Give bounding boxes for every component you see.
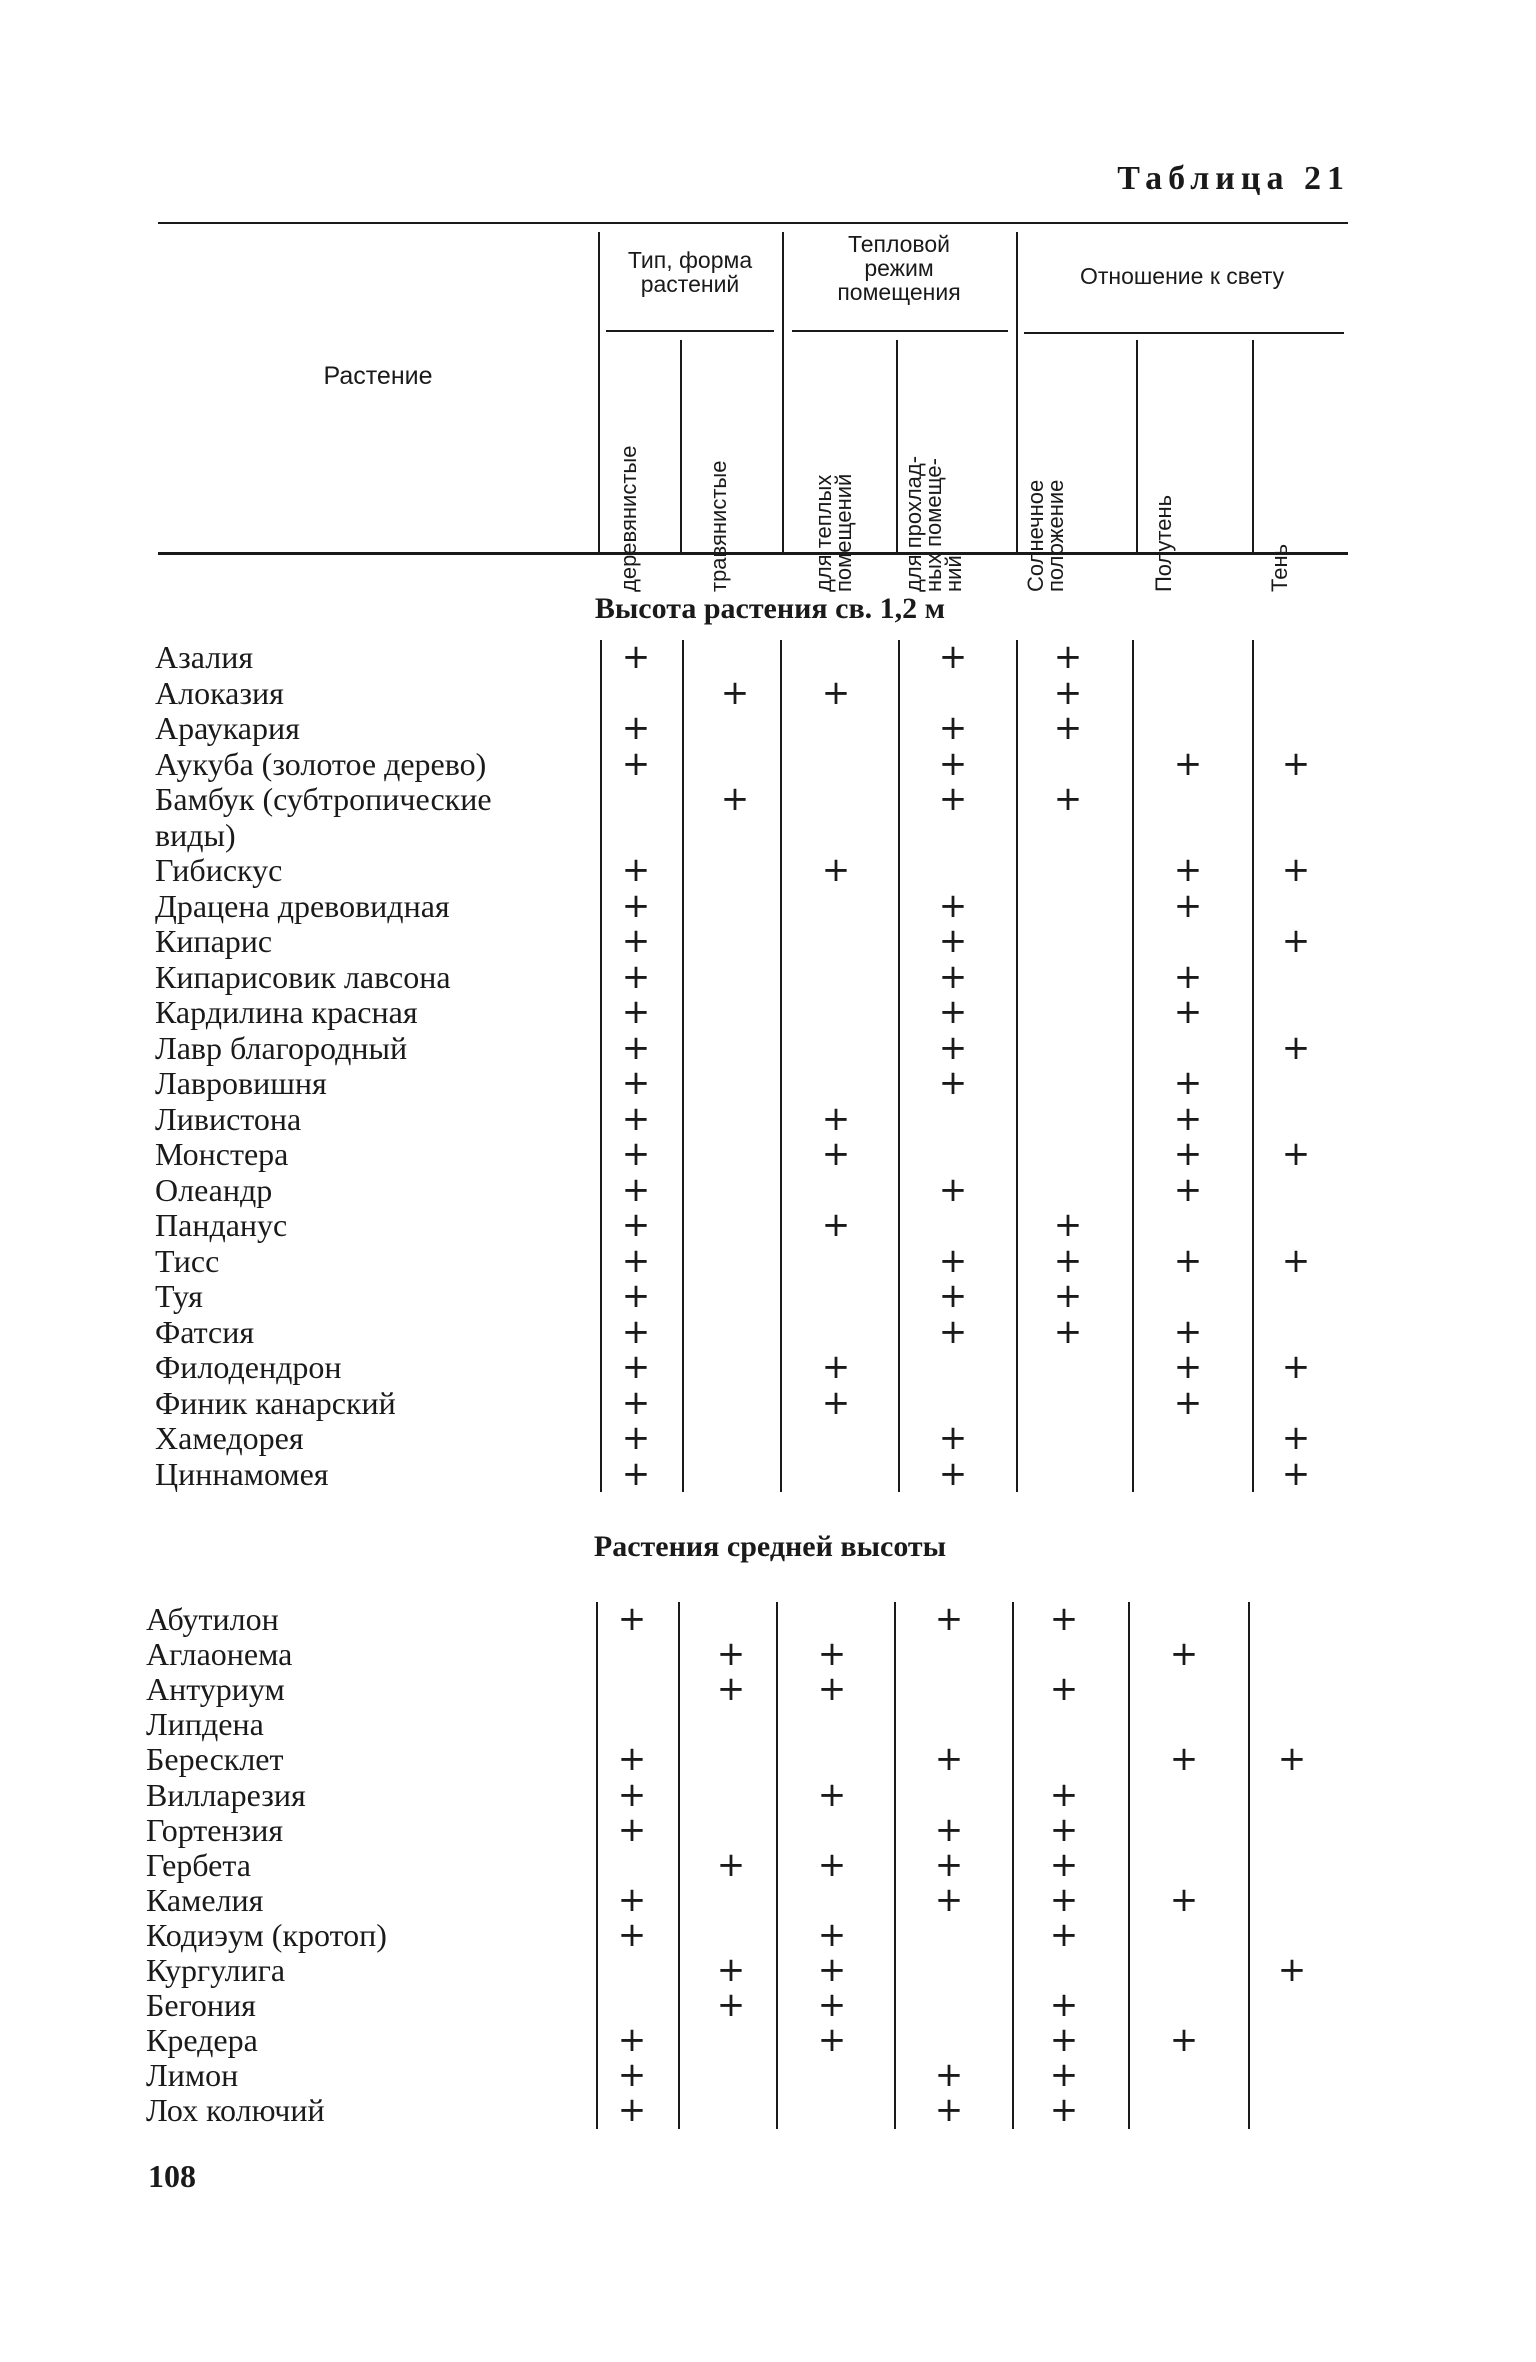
plant-name: Лавр благородный — [155, 1029, 408, 1066]
suitability-mark: + — [1173, 850, 1203, 890]
header-sunny: Солнечное положение — [1023, 479, 1068, 592]
table-caption: Таблица 21 — [1117, 160, 1350, 197]
plant-name: Кредера — [146, 2022, 258, 2059]
header-group-light: Отношение к свету — [1079, 263, 1285, 289]
plant-name: Кардилина красная — [155, 994, 418, 1030]
suitability-mark: + — [1277, 1739, 1307, 1780]
table-row — [0, 1347, 1536, 1387]
suitability-mark: + — [1049, 1914, 1079, 1955]
plant-name: Гортензия — [146, 1811, 284, 1848]
suitability-mark: + — [720, 672, 750, 713]
suitability-mark: + — [716, 1634, 746, 1675]
suitability-mark: + — [621, 1169, 651, 1210]
suitability-mark: + — [938, 708, 968, 748]
suitability-mark: + — [1281, 1240, 1311, 1281]
suitability-mark: + — [621, 743, 651, 784]
header-subdivider — [680, 340, 682, 554]
header-herbaceous: травянистые — [706, 460, 731, 592]
plant-name: Лимон — [146, 2057, 239, 2094]
table-row — [0, 743, 1536, 784]
suitability-mark: + — [621, 1276, 651, 1316]
suitability-mark: + — [934, 1809, 964, 1850]
suitability-mark: + — [1173, 1134, 1203, 1174]
table-row — [0, 1098, 1536, 1139]
suitability-mark: + — [621, 956, 651, 997]
suitability-mark: + — [1053, 637, 1083, 677]
suitability-mark: + — [938, 992, 968, 1032]
suitability-mark: + — [1281, 1134, 1311, 1174]
suitability-mark: + — [821, 1347, 851, 1387]
table-row — [0, 708, 1536, 748]
suitability-mark: + — [621, 1134, 651, 1174]
table-row — [0, 1453, 1536, 1494]
suitability-mark: + — [1053, 779, 1083, 819]
section-title-tall: Высота растения св. 1,2 м — [594, 592, 946, 625]
suitability-mark: + — [1169, 1879, 1199, 1920]
plant-name: Филодендрон — [155, 1349, 342, 1385]
table-row — [0, 1240, 1536, 1281]
suitability-mark: + — [617, 2020, 647, 2061]
header-group-type: Тип, форма растений — [627, 247, 753, 297]
suitability-mark: + — [617, 2090, 647, 2131]
page-number: 108 — [148, 2158, 196, 2194]
table-row — [0, 1879, 1536, 1920]
suitability-mark: + — [716, 1950, 746, 1990]
suitability-mark: + — [934, 1739, 964, 1780]
table-row — [0, 850, 1536, 890]
suitability-mark: + — [1173, 1063, 1203, 1103]
plant-name: Алоказия — [155, 674, 284, 711]
plant-name: Фатсия — [155, 1313, 255, 1350]
plant-name: Липдена — [146, 1706, 264, 1743]
suitability-mark: + — [817, 1669, 847, 1710]
suitability-mark: + — [1173, 1240, 1203, 1281]
suitability-mark: + — [617, 1879, 647, 1920]
suitability-mark: + — [817, 1914, 847, 1955]
suitability-mark: + — [1049, 1809, 1079, 1850]
suitability-mark: + — [1053, 1311, 1083, 1352]
suitability-mark: + — [621, 1063, 651, 1103]
table-row — [0, 1063, 1536, 1103]
suitability-mark: + — [1173, 956, 1203, 997]
suitability-mark: + — [1281, 850, 1311, 890]
suitability-mark: + — [938, 921, 968, 961]
table-row — [0, 885, 1536, 926]
table-row — [0, 1599, 1536, 1639]
suitability-mark: + — [621, 1098, 651, 1139]
header-subdivider — [1252, 340, 1254, 554]
suitability-mark: + — [621, 1311, 651, 1352]
plant-name: Лох колючий — [146, 2092, 325, 2129]
plant-name: Лавровишня — [155, 1065, 327, 1101]
suitability-mark: + — [621, 1027, 651, 1068]
suitability-mark: + — [621, 1240, 651, 1281]
suitability-mark: + — [716, 1669, 746, 1710]
suitability-mark: + — [938, 637, 968, 677]
plant-name: Антуриум — [146, 1671, 285, 1708]
plant-name: Хамедорея — [155, 1420, 304, 1456]
suitability-mark: + — [617, 1774, 647, 1815]
table-row — [0, 1844, 1536, 1885]
plant-name: Аглаонема — [146, 1636, 293, 1673]
plant-name: Циннамомея — [155, 1455, 329, 1492]
suitability-mark: + — [1173, 1347, 1203, 1387]
table-row — [0, 2020, 1536, 2061]
suitability-mark: + — [934, 1844, 964, 1885]
table-row — [0, 1669, 1536, 1710]
section-medium-rows — [0, 1599, 1536, 2131]
suitability-mark: + — [934, 1599, 964, 1639]
plant-name: Туя — [155, 1278, 203, 1314]
suitability-mark: + — [821, 1098, 851, 1139]
suitability-mark: + — [938, 779, 968, 819]
section-title-medium: Растения средней высоты — [593, 1530, 947, 1563]
suitability-mark: + — [938, 1276, 968, 1316]
table-row — [0, 1134, 1536, 1174]
suitability-mark: + — [1049, 1599, 1079, 1639]
suitability-mark: + — [1281, 1453, 1311, 1494]
suitability-mark: + — [621, 1418, 651, 1458]
plant-name: Кодиэум (кротоп) — [146, 1916, 387, 1953]
suitability-mark: + — [1281, 921, 1311, 961]
suitability-mark: + — [621, 637, 651, 677]
table-row — [0, 1276, 1536, 1316]
table-row — [0, 1169, 1536, 1210]
table-row — [0, 2090, 1536, 2131]
table-row — [0, 1914, 1536, 1955]
plant-name: Бамбук (субтропические — [155, 781, 492, 817]
suitability-mark: + — [621, 1382, 651, 1423]
table-row — [0, 1382, 1536, 1423]
suitability-mark: + — [938, 1453, 968, 1494]
table-row — [0, 1027, 1536, 1068]
table-row — [0, 1205, 1536, 1245]
header-cool-rooms: для прохлад- ных помеще- ний — [901, 455, 966, 592]
plant-name: Ливистона — [155, 1100, 302, 1137]
header-group-thermal: Тепловой режим помещения — [837, 231, 961, 305]
suitability-mark: + — [1049, 2020, 1079, 2061]
plant-name: виды) — [155, 816, 236, 853]
plant-name: Монстера — [155, 1136, 289, 1172]
suitability-mark: + — [621, 885, 651, 926]
suitability-mark: + — [817, 1844, 847, 1885]
suitability-mark: + — [817, 1985, 847, 2026]
suitability-mark: + — [621, 1347, 651, 1387]
suitability-mark: + — [1049, 2055, 1079, 2096]
suitability-mark: + — [1281, 743, 1311, 784]
table-row — [0, 1418, 1536, 1458]
suitability-mark: + — [1049, 1844, 1079, 1885]
suitability-mark: + — [621, 1205, 651, 1245]
suitability-mark: + — [1169, 1739, 1199, 1780]
suitability-mark: + — [617, 1809, 647, 1850]
suitability-mark: + — [621, 992, 651, 1032]
suitability-mark: + — [938, 1240, 968, 1281]
plant-name: Бересклет — [146, 1741, 284, 1778]
header-shade: Тень — [1267, 543, 1292, 592]
plant-name: Кипарис — [155, 923, 273, 959]
suitability-mark: + — [1049, 1985, 1079, 2026]
plant-name: Камелия — [146, 1881, 264, 1918]
suitability-mark: + — [821, 850, 851, 890]
suitability-mark: + — [817, 1634, 847, 1675]
suitability-mark: + — [1173, 1098, 1203, 1139]
header-warm-rooms: для теплых помещений — [811, 473, 856, 592]
table-row — [0, 1809, 1536, 1850]
header-half-shade: Полутень — [1151, 494, 1176, 592]
header-plant: Растение — [323, 362, 433, 390]
table-row — [0, 1739, 1536, 1780]
suitability-mark: + — [821, 672, 851, 713]
table-row — [0, 1950, 1536, 1990]
suitability-mark: + — [1053, 708, 1083, 748]
suitability-mark: + — [817, 2020, 847, 2061]
suitability-mark: + — [1173, 885, 1203, 926]
suitability-mark: + — [821, 1134, 851, 1174]
suitability-mark: + — [1281, 1418, 1311, 1458]
suitability-mark: + — [1281, 1027, 1311, 1068]
suitability-mark: + — [938, 1027, 968, 1068]
suitability-mark: + — [1169, 1634, 1199, 1675]
suitability-mark: + — [1173, 1311, 1203, 1352]
suitability-mark: + — [1049, 1774, 1079, 1815]
table-row — [0, 921, 1536, 961]
table-row — [0, 1985, 1536, 2026]
header-subdivider — [896, 340, 898, 554]
plant-name: Абутилон — [146, 1601, 279, 1637]
suitability-mark: + — [1053, 1240, 1083, 1281]
suitability-mark: + — [1173, 1382, 1203, 1423]
suitability-mark: + — [1049, 1669, 1079, 1710]
suitability-mark: + — [1277, 1950, 1307, 1990]
suitability-mark: + — [1053, 1276, 1083, 1316]
table-row — [0, 1311, 1536, 1352]
table-row — [0, 637, 1536, 677]
table-row — [0, 1774, 1536, 1815]
suitability-mark: + — [938, 1418, 968, 1458]
suitability-mark: + — [1173, 992, 1203, 1032]
table-row — [0, 956, 1536, 997]
plant-name: Финик канарский — [155, 1384, 396, 1421]
section-tall-rows — [0, 637, 1536, 1494]
plant-name: Вилларезия — [146, 1776, 306, 1813]
header-woody: деревянистые — [616, 445, 641, 592]
suitability-mark: + — [1049, 2090, 1079, 2131]
table-row — [0, 672, 1536, 713]
suitability-mark: + — [621, 708, 651, 748]
suitability-mark: + — [938, 1169, 968, 1210]
plant-name: Кургулига — [146, 1952, 286, 1988]
suitability-mark: + — [1053, 672, 1083, 713]
suitability-mark: + — [1169, 2020, 1199, 2061]
suitability-mark: + — [817, 1950, 847, 1990]
suitability-mark: + — [934, 2090, 964, 2131]
suitability-mark: + — [938, 743, 968, 784]
suitability-mark: + — [938, 956, 968, 997]
suitability-mark: + — [1173, 1169, 1203, 1210]
plant-name: Олеандр — [155, 1171, 273, 1208]
suitability-mark: + — [617, 1599, 647, 1639]
table-header — [158, 222, 1348, 592]
suitability-mark: + — [1281, 1347, 1311, 1387]
suitability-mark: + — [1053, 1205, 1083, 1245]
suitability-mark: + — [938, 885, 968, 926]
plant-name: Бегония — [146, 1987, 256, 2024]
plant-name: Панданус — [155, 1207, 288, 1243]
suitability-mark: + — [621, 850, 651, 890]
plant-name: Тисс — [155, 1242, 220, 1279]
plant-name: Азалия — [155, 639, 254, 675]
plant-name: Гербета — [146, 1846, 251, 1883]
plant-name: Гибискус — [155, 852, 283, 888]
suitability-mark: + — [621, 921, 651, 961]
plant-name: Драцена древовидная — [155, 887, 450, 924]
table-row — [0, 1634, 1536, 1675]
suitability-mark: + — [821, 1205, 851, 1245]
suitability-mark: + — [938, 1063, 968, 1103]
header-top-rule — [158, 222, 1348, 224]
suitability-mark: + — [1173, 743, 1203, 784]
suitability-mark: + — [934, 1879, 964, 1920]
suitability-mark: + — [821, 1382, 851, 1423]
suitability-mark: + — [716, 1844, 746, 1885]
suitability-mark: + — [720, 779, 750, 819]
table-row — [0, 818, 1536, 853]
plant-name: Араукария — [155, 710, 300, 746]
plant-name: Аукуба (золотое дерево) — [155, 745, 487, 782]
table-row — [0, 992, 1536, 1032]
table-row — [0, 2055, 1536, 2096]
suitability-mark: + — [621, 1453, 651, 1494]
suitability-mark: + — [617, 1914, 647, 1955]
suitability-mark: + — [617, 1739, 647, 1780]
suitability-mark: + — [617, 2055, 647, 2096]
table-row — [0, 779, 1536, 819]
suitability-mark: + — [716, 1985, 746, 2026]
header-subdivider — [1136, 340, 1138, 554]
suitability-mark: + — [934, 2055, 964, 2096]
suitability-mark: + — [1049, 1879, 1079, 1920]
plant-name: Кипарисовик лавсона — [155, 958, 451, 995]
suitability-mark: + — [938, 1311, 968, 1352]
suitability-mark: + — [817, 1774, 847, 1815]
table-row — [0, 1707, 1536, 1742]
